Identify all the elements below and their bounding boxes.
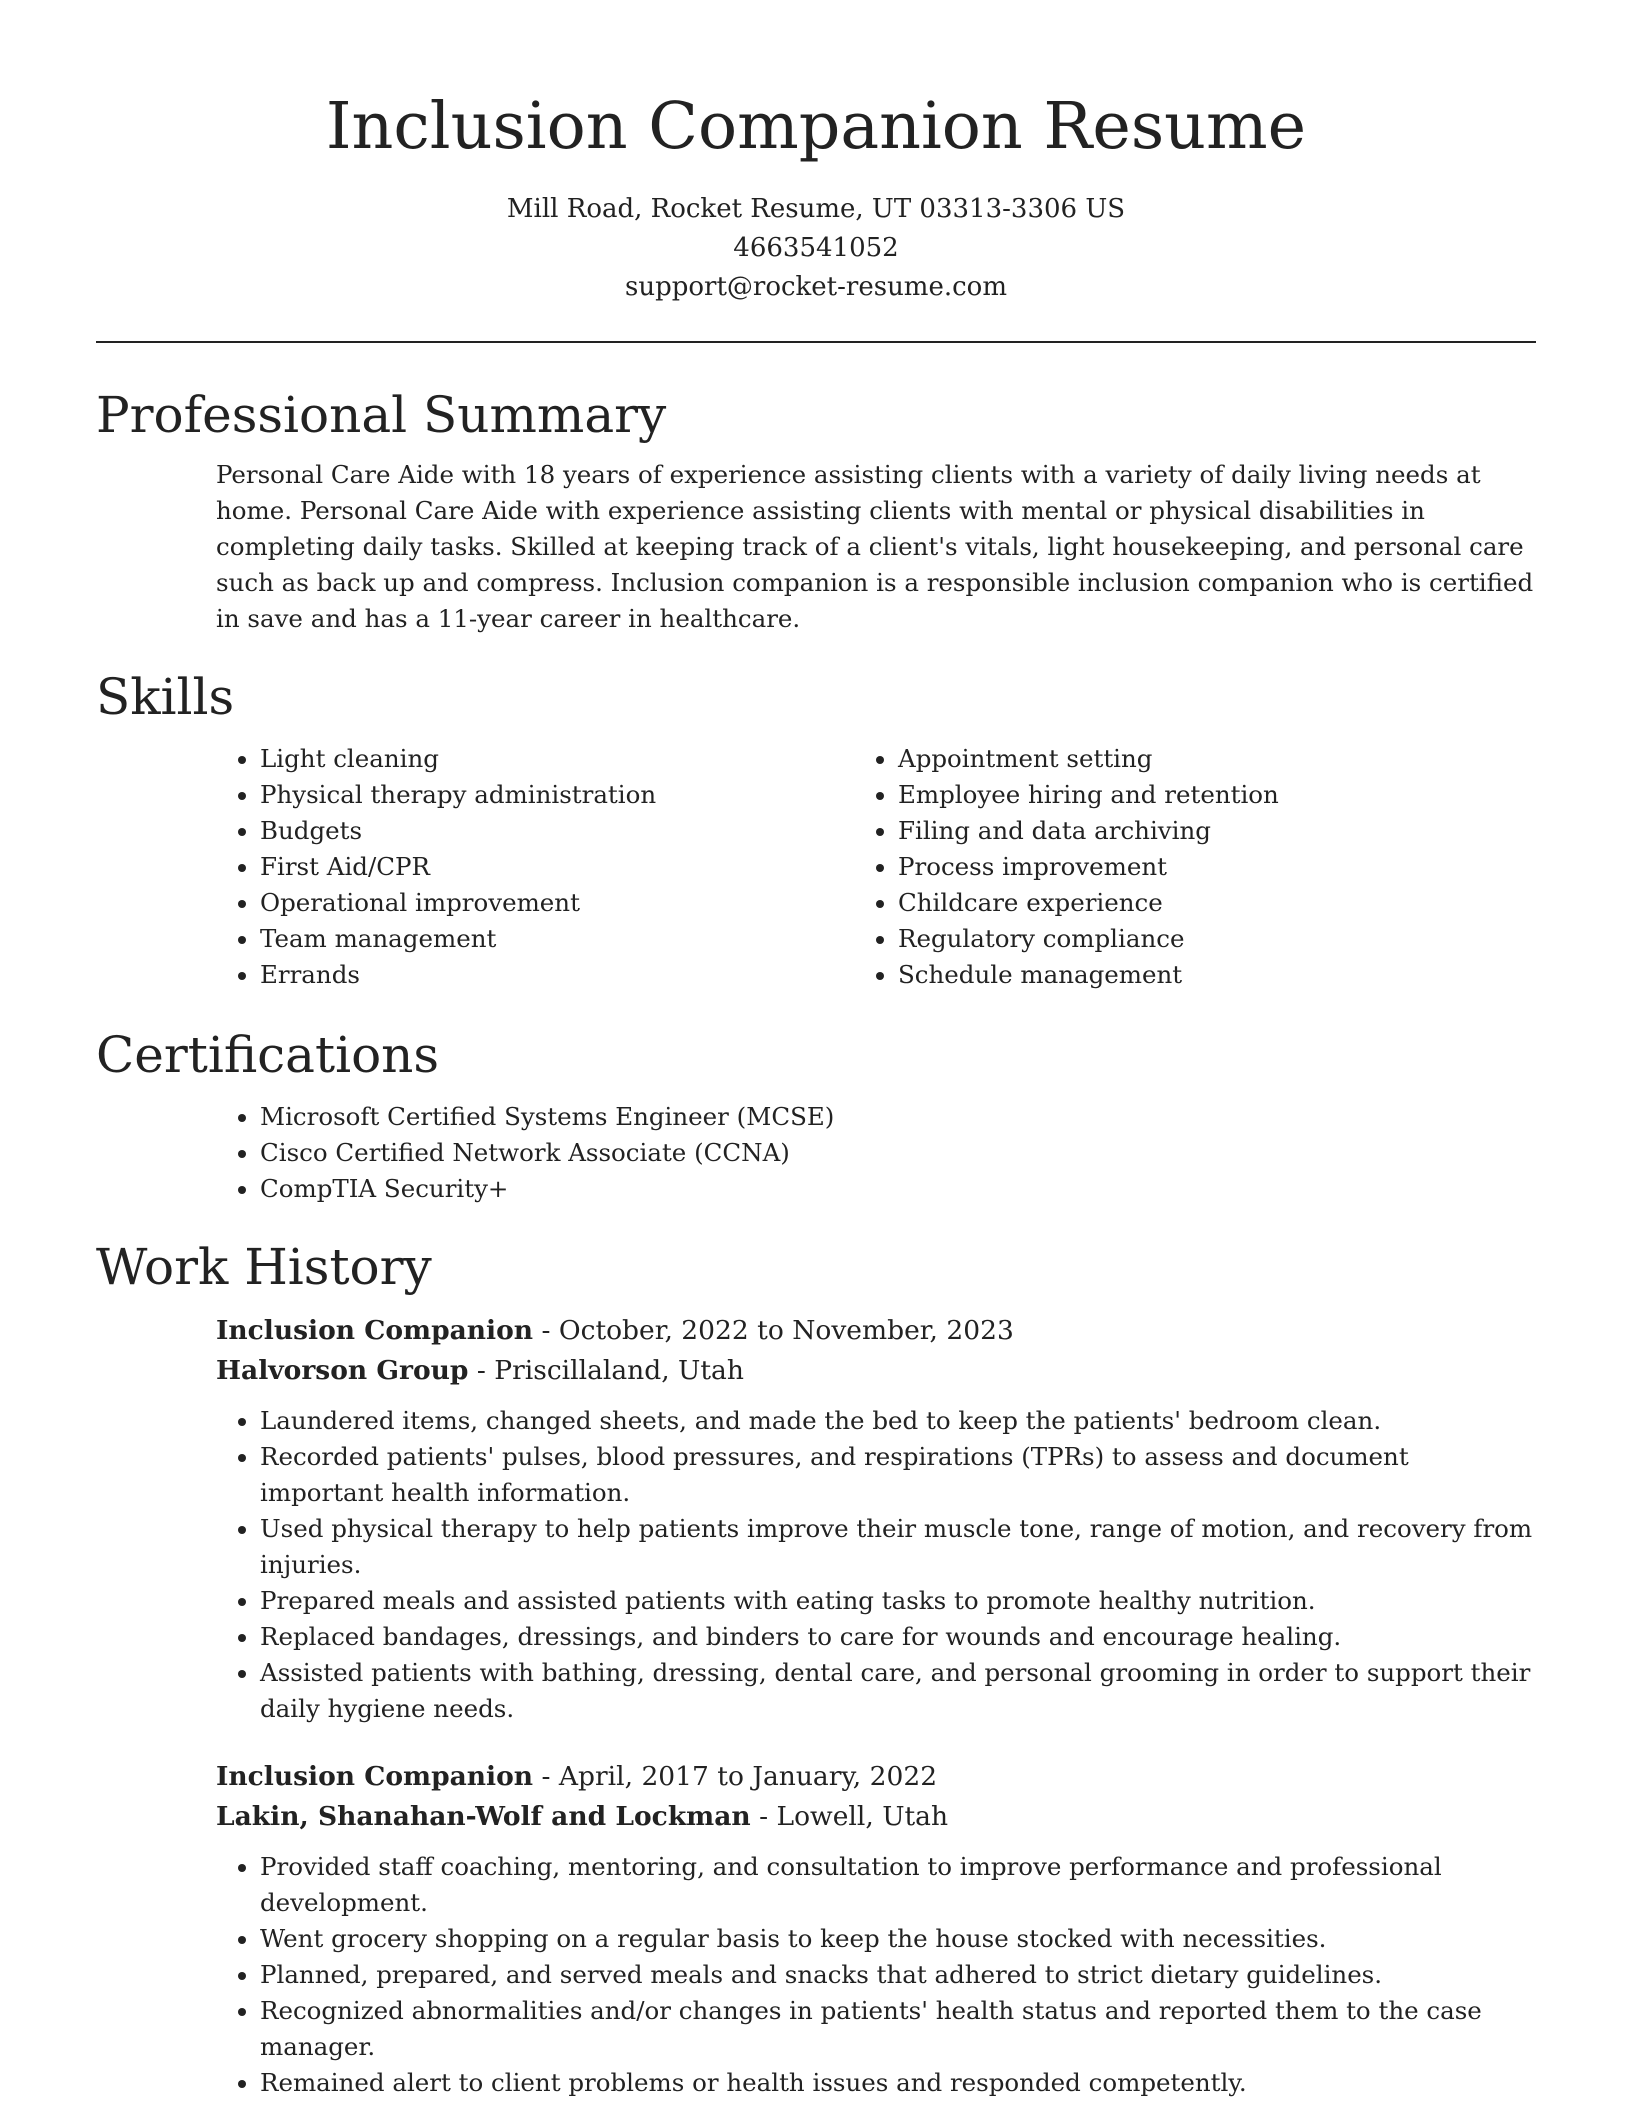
certification-item: • Cisco Certified Network Associate (CCNA)	[260, 1135, 1536, 1171]
header-divider	[96, 341, 1536, 343]
job-company: Lakin, Shanahan-Wolf and Lockman	[216, 1801, 751, 1832]
certifications-section	[96, 1023, 1536, 1207]
skill-item: • Process improvement	[898, 849, 1536, 885]
skill-item: • First Aid/CPR	[260, 849, 898, 885]
skill-item: • Childcare experience	[898, 885, 1536, 921]
skill-item: • Schedule management	[898, 957, 1536, 993]
job-bullet: • Assisted patients with bathing, dressing, dental care, and personal grooming in order to support their daily hygiene needs.	[260, 1655, 1536, 1727]
job-bullet: • Provided staff coaching, mentoring, and consultation to improve performance and professional development.	[260, 1849, 1536, 1921]
contact-email: support@rocket-resume.com	[624, 272, 1007, 302]
skills-section	[96, 665, 1536, 993]
job-bullet: • Laundered items, changed sheets, and made the bed to keep the patients' bedroom clean.	[260, 1403, 1536, 1439]
skill-item: • Budgets	[260, 813, 898, 849]
contact-address: Mill Road, Rocket Resume, UT 03313-3306 US	[506, 194, 1126, 224]
job-bullets	[260, 1849, 1536, 2101]
job-company-line	[216, 1351, 1536, 1391]
work-title: Work History	[96, 1238, 432, 1296]
summary-section	[96, 383, 1536, 637]
job-location: - Priscillaland, Utah	[468, 1355, 744, 1386]
job-dates: - April, 2017 to January, 2022	[533, 1761, 938, 1792]
job-bullet: • Recorded patients' pulses, blood pressures, and respirations (TPRs) to assess and document important health information.	[260, 1439, 1536, 1511]
job-bullet: • Recognized abnormalities and/or changes in patients' health status and reported them to the case manager.	[260, 1993, 1536, 2065]
job-bullet: • Planned, prepared, and served meals and snacks that adhered to strict dietary guidelines.	[260, 1957, 1536, 1993]
job-bullet: • Prepared meals and assisted patients with eating tasks to promote healthy nutrition.	[260, 1583, 1536, 1619]
skills-column-right	[898, 741, 1536, 993]
skill-item: • Regulatory compliance	[898, 921, 1536, 957]
skill-item: • Light cleaning	[260, 741, 898, 777]
certifications-list	[260, 1099, 1536, 1207]
summary-text: Personal Care Aide with 18 years of experience assisting clients with a variety of daily living needs at home. Personal Care Aide with experience assisting clients with mental or physical disabilities in completing daily tasks. Skilled at keeping track of a client's vitals, light housekeeping, and personal care such as back up and compress. Inclusion companion is a responsible inclusion companion who is certified in save and has a 11-year career in healthcare.	[216, 460, 1534, 633]
job-location: - Lowell, Utah	[750, 1801, 949, 1832]
skill-item: • Filing and data archiving	[898, 813, 1536, 849]
resume-header	[0, 0, 1632, 307]
skills-title: Skills	[96, 668, 235, 726]
job-bullet: • Remained alert to client problems or health issues and responded competently.	[260, 2065, 1536, 2101]
skills-column-left	[260, 741, 898, 993]
job-bullet: • Went grocery shopping on a regular basis to keep the house stocked with necessities.	[260, 1921, 1536, 1957]
skills-columns	[260, 741, 1536, 993]
skill-item: • Employee hiring and retention	[898, 777, 1536, 813]
job-title-line	[216, 1311, 1536, 1351]
contact-phone: 4663541052	[733, 233, 899, 263]
job-bullets	[260, 1403, 1536, 1727]
certification-item: • Microsoft Certified Systems Engineer (MCSE)	[260, 1099, 1536, 1135]
job-company: Halvorson Group	[216, 1355, 469, 1386]
resume-name: Inclusion Companion Resume	[325, 89, 1307, 164]
job-title: Inclusion Companion	[216, 1315, 534, 1346]
skill-item: • Team management	[260, 921, 898, 957]
skill-item: • Physical therapy administration	[260, 777, 898, 813]
contact-block	[0, 190, 1632, 307]
job-title: Inclusion Companion	[216, 1761, 534, 1792]
job-entry	[216, 1311, 1536, 1727]
work-section	[96, 1235, 1536, 2101]
certifications-title: Certifications	[96, 1026, 440, 1084]
job-company-line	[216, 1797, 1536, 1837]
skill-item: • Errands	[260, 957, 898, 993]
job-dates: - October, 2022 to November, 2023	[533, 1315, 1014, 1346]
job-bullet: • Used physical therapy to help patients improve their muscle tone, range of motion, and recovery from injuries.	[260, 1511, 1536, 1583]
skill-item: • Appointment setting	[898, 741, 1536, 777]
job-title-line	[216, 1757, 1536, 1797]
skill-item: • Operational improvement	[260, 885, 898, 921]
job-bullet: • Replaced bandages, dressings, and binders to care for wounds and encourage healing.	[260, 1619, 1536, 1655]
job-entry	[216, 1757, 1536, 2101]
certification-item: • CompTIA Security+	[260, 1171, 1536, 1207]
summary-title: Professional Summary	[96, 386, 667, 444]
